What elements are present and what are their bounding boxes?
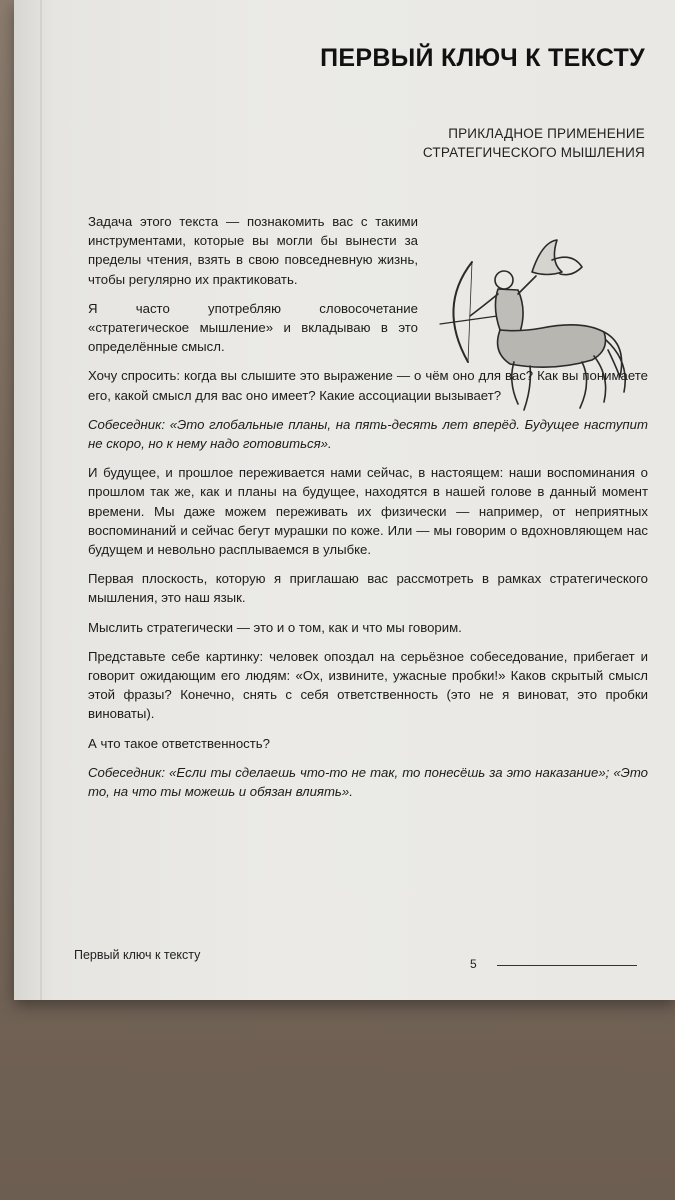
subtitle-line: СТРАТЕГИЧЕСКОГО МЫШЛЕНИЯ bbox=[422, 145, 645, 160]
paragraph: Мыслить стратегически — это и о том, как и что мы говорим. bbox=[88, 619, 462, 635]
footer-rule bbox=[497, 965, 637, 966]
book-page bbox=[14, 0, 675, 1000]
subtitle-line: ПРИКЛАДНОЕ ПРИМЕНЕНИЕ bbox=[448, 126, 645, 141]
quote-paragraph: Собеседник: «Это глобальные планы, на пять-десять лет вперёд. Будущее наступит не скоро, но к нему надо готовиться». bbox=[88, 416, 648, 452]
paragraph: Хочу спросить: когда вы слышите это выражение — о чём оно для вас? Как вы понимаете его, какой смысл для вас оно имеет? Какие ассоциации вызывает? bbox=[88, 368, 648, 403]
page-fold bbox=[40, 0, 42, 1000]
footer-running-title: Первый ключ к тексту bbox=[74, 948, 201, 962]
paragraph: Задача этого текста — познакомить вас с такими инструментами, которые вы могли бы вынести за пределы чтения, взять в свою повседневную жизнь, чтобы регулярно их практиковать. bbox=[88, 214, 418, 287]
paragraph: Я часто употребляю словосочетание «стратегическое мышление» и вкладываю в это определённые смысл. bbox=[88, 300, 418, 355]
paragraph: Первая плоскость, которую я приглашаю вас рассмотреть в рамках стратегического мышления, это наш язык. bbox=[88, 571, 648, 606]
quote-paragraph: Собеседник: «Если ты сделаешь что-то не так, то понесёшь за это наказание»; «Это то, на что ты можешь и обязан влиять». bbox=[88, 764, 648, 800]
body-text bbox=[88, 212, 648, 811]
paragraph: А что такое ответственность? bbox=[88, 735, 270, 751]
paragraph: Представьте себе картинку: человек опоздал на серьёзное собеседование, прибегает и говорит ожидающим его людям: «Ох, извините, ужасные пробки!» Каков скрытый смысл этой фразы? Конечно, снять с себя ответственность (это не я виноват, это пробки виноваты). bbox=[88, 648, 648, 722]
chapter-title: ПЕРВЫЙ КЛЮЧ К ТЕКСТУ bbox=[320, 44, 645, 72]
paragraph: И будущее, и прошлое переживается нами сейчас, в настоящем: наши воспоминания о прошлом так же, как и планы на будущее, находятся в нашей голове в данный момент времени. Мы даже можем переживать их физически — например, от неприятных воспоминаний и сейчас бегут мурашки по коже. Или — мы говорим о вдохновляющем нас будущем и невольно расплываемся в улыбке. bbox=[88, 465, 648, 558]
page-number: 5 bbox=[470, 957, 477, 971]
chapter-subtitle bbox=[315, 124, 645, 162]
